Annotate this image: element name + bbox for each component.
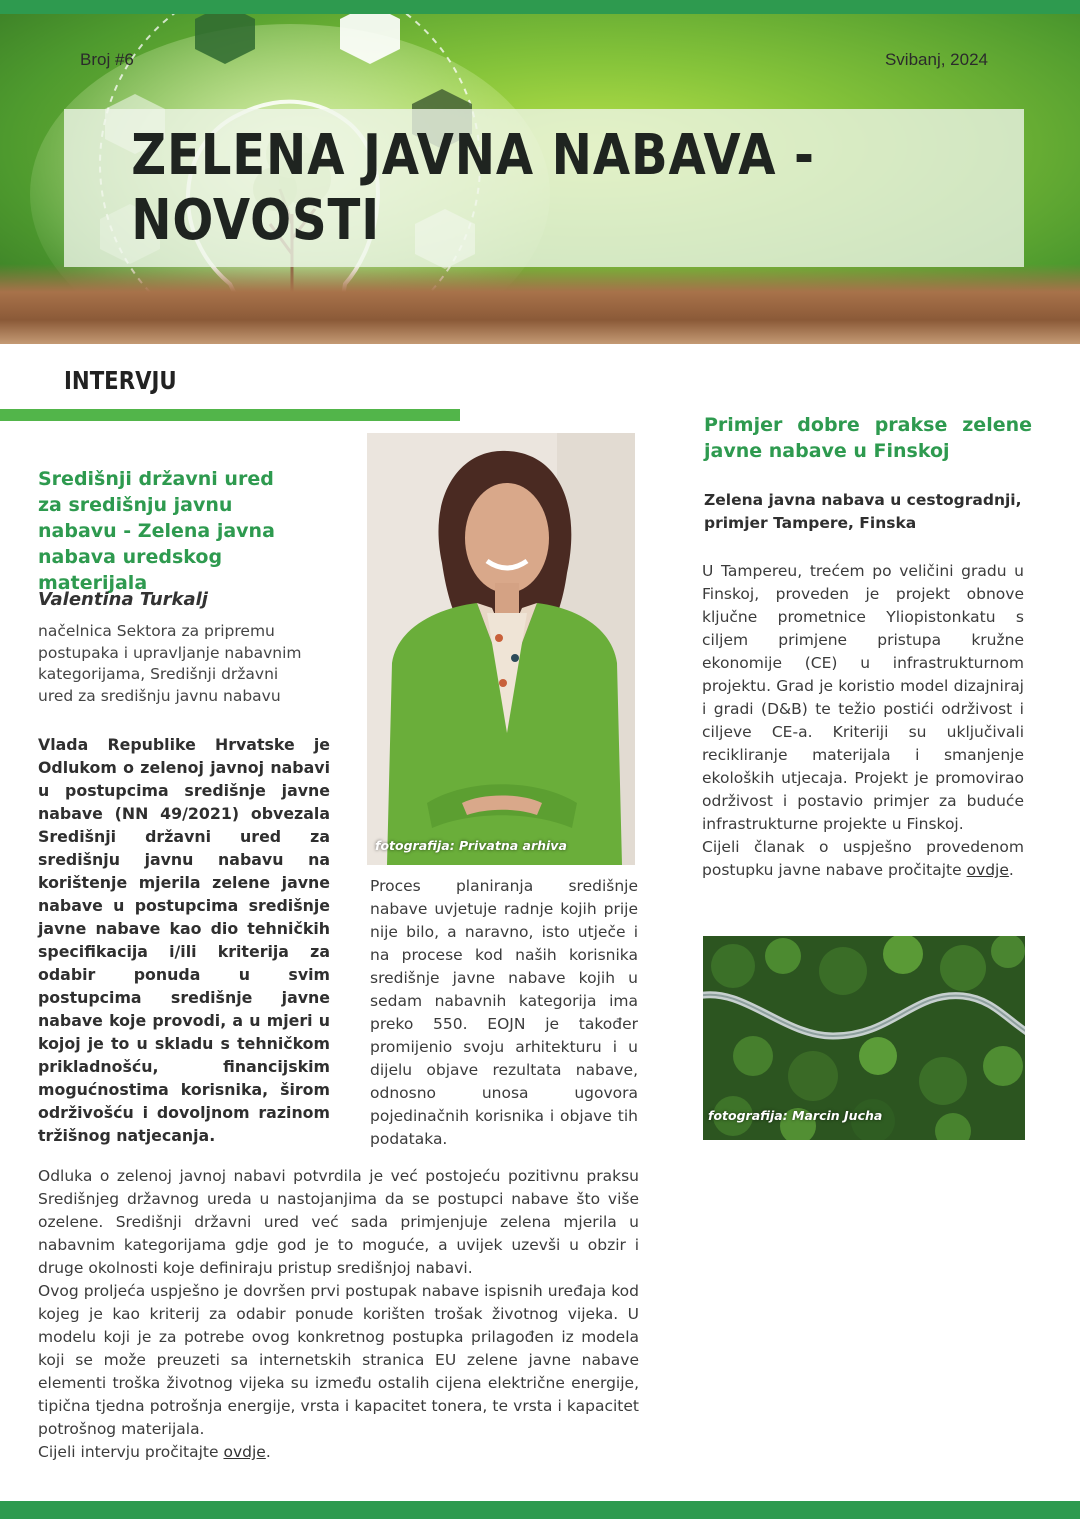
finland-body (702, 560, 1024, 882)
interview-read-more-link[interactable]: ovdje (223, 1443, 266, 1461)
forest-photo-credit: fotografija: Marcin Jucha (708, 1108, 883, 1123)
portrait-photo-credit: fotografija: Privatna arhiva (375, 838, 567, 853)
finland-read-more-link[interactable]: ovdje (966, 861, 1009, 879)
author-name: Valentina Turkalj (38, 589, 208, 610)
issue-date: Svibanj, 2024 (884, 50, 988, 69)
header-banner (0, 14, 1080, 344)
title-box (64, 109, 1024, 267)
section-divider (0, 409, 460, 421)
finland-subheading: Zelena javna nabava u cestogradnji, primjer Tampere, Finska (704, 491, 1022, 532)
read-more-prefix: Cijeli intervju pročitajte (38, 1443, 224, 1461)
interview-heading: Središnji državni ured za središnju javnu nabavu - Zelena javna nabava uredskog materijala (38, 468, 275, 594)
newsletter-title: ZELENA JAVNA NABAVA - NOVOSTI (131, 123, 815, 253)
bottom-accent-bar (0, 1501, 1080, 1519)
finland-paragraph: U Tampereu, trećem po veličini gradu u Finskoj, proveden je projekt obnove ključne prometnice Yliopistonkatu s ciljem primjene pristupa kružne ekonomije (CE) u infrastrukturnom projektu. Grad je koristio model dizajniraj i gradi (D&B) te težio postići održivost i ciljeve CE-a. Kriteriji su uključivali recikliranje materijala i smanjenje ekoloških utjecaja. Projekt je promovirao održivost i postavio primjer za buduće infrastrukturne projekte u Finskoj. (702, 562, 1024, 833)
finland-heading: Primjer dobre prakse zelene javne nabave u Finskoj (704, 414, 1032, 462)
issue-number: Broj #6 (80, 50, 134, 69)
top-accent-bar (0, 0, 1080, 14)
person-illustration (367, 433, 635, 865)
interview-paragraph: Ovog proljeća uspješno je dovršen prvi postupak nabave ispisnih uređaja kod kojeg je kao kriterij za odabir ponude korišten trošak životnog vijeka. U modelu koji je za potrebe ovog konkretnog postupka prilagođen iz modela koji se može preuzeti sa internetskih stranica EU zelene javne nabave elementi troška životnog vijeka su između ostalih cijena električne energije, tipična tjedna potrošnja energije, vrsta i kapacitet tonera, te vrsta i kapacitet potrošnog materijala. (38, 1282, 639, 1438)
author-role: načelnica Sektora za pripremu postupaka i upravljanje nabavnim kategorijama, Središnji državni ured za središnju javnu nabavu (38, 622, 302, 705)
finland-read-more (702, 836, 1024, 882)
section-label: INTERVJU (64, 366, 177, 395)
portrait-photo (367, 433, 635, 865)
soil-strip (0, 264, 1080, 344)
interview-body (38, 1165, 639, 1464)
interview-read-more (38, 1441, 639, 1464)
read-more-prefix: Cijeli članak o uspješno provedenom postupku javne nabave pročitajte (702, 838, 1024, 879)
forest-road-photo (703, 936, 1025, 1140)
interview-mid-text: Proces planiranja središnje nabave uvjetuje radnje kojih prije nije bilo, a naravno, isto utječe i na procese kod naših korisnika središnje javne nabave kojih u sedam nabavnih kategorija ima preko 550. EOJN je također promijenio svoju arhitekturu i u dijelu objave rezultata nabave, odnosno unosa ugovora pojedinačnih korisnika i objave tih podataka. (370, 877, 638, 1148)
interview-paragraph: Odluka o zelenoj javnoj nabavi potvrdila je već postojeću pozitivnu praksu Središnjeg državnog ureda u nastojanjima da se postupci nabave što više ozelene. Središnji državni ured već sada primjenjuje zelena mjerila u nabavnim kategorijama gdje god je to moguće, a uvijek uzevši u obzir i druge okolnosti koje definiraju pristup središnjoj nabavi. (38, 1167, 639, 1277)
read-more-suffix: . (1008, 861, 1014, 879)
read-more-suffix: . (265, 1443, 271, 1461)
interview-lead: Vlada Republike Hrvatske je Odlukom o zelenoj javnoj nabavi u postupcima središnje javne nabave (NN 49/2021) obvezala Središnji državni ured za središnju javnu nabavu na korištenje mjerila zelene javne nabave u postupcima središnje javne nabave kao dio tehničkih specifikacija i/ili kriterija za odabir ponuda u svim postupcima središnje javne nabave koje provodi, a u mjeri u kojoj je to u skladu s tehničkom prikladnošću, financijskim mogućnostima korisnika, širom održivošću i dovoljnom razinom tržišnog natjecanja. (38, 735, 330, 1145)
